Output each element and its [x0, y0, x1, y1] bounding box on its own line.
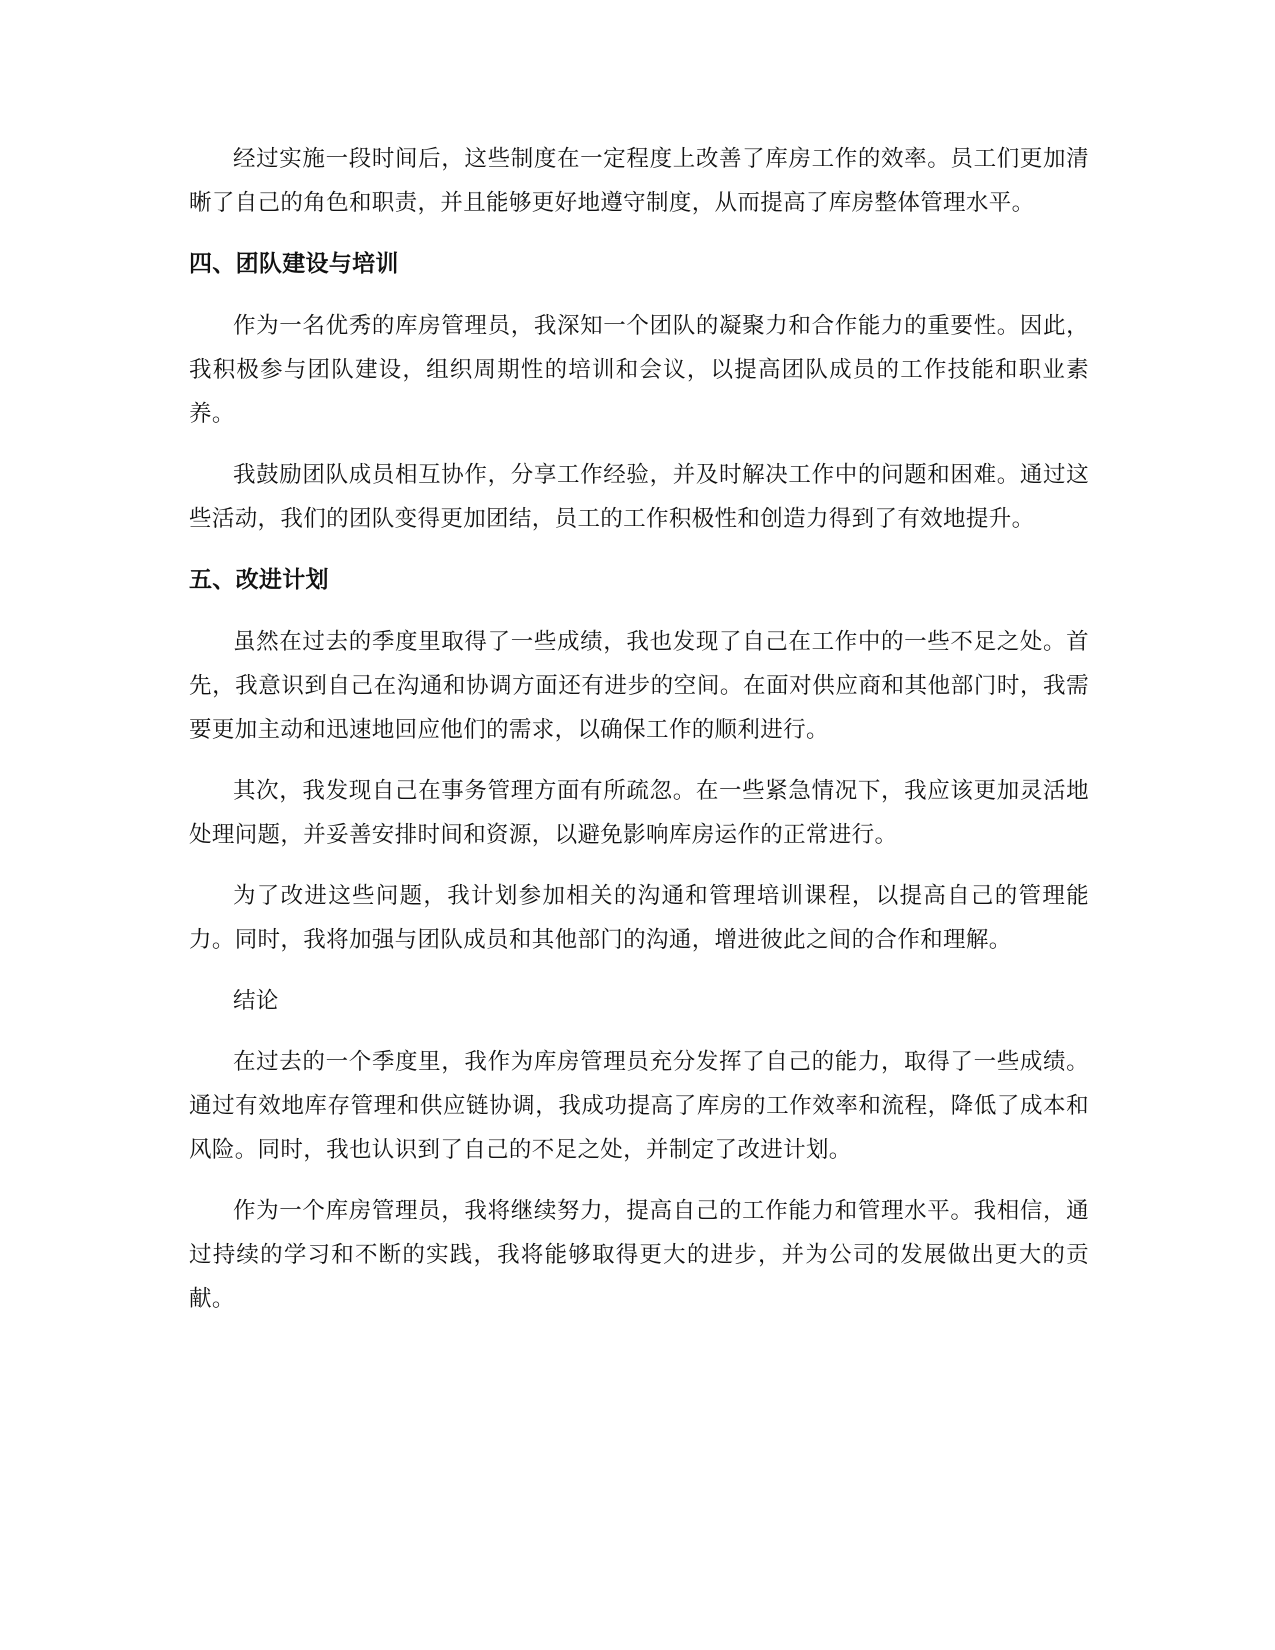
paragraph-improvement-2: 其次，我发现自己在事务管理方面有所疏忽。在一些紧急情况下，我应该更加灵活地处理问题，并妥善安排时间和资源，以避免影响库房运作的正常进行。 [189, 778, 1089, 848]
conclusion-label: 结论 [233, 988, 279, 1014]
document-content [189, 137, 1089, 1338]
paragraph-improvement-3: 为了改进这些问题，我计划参加相关的沟通和管理培训课程，以提高自己的管理能力。同时，我将加强与团队成员和其他部门的沟通，增进彼此之间的合作和理解。 [189, 883, 1089, 953]
paragraph-conclusion-2: 作为一个库房管理员，我将继续努力，提高自己的工作能力和管理水平。我相信，通过持续的学习和不断的实践，我将能够取得更大的进步，并为公司的发展做出更大的贡献。 [189, 1198, 1089, 1312]
section-heading-improvement-plan: 五、改进计划 [189, 567, 329, 593]
section-heading-team-building: 四、团队建设与培训 [189, 251, 399, 277]
paragraph-improvement-1: 虽然在过去的季度里取得了一些成绩，我也发现了自己在工作中的一些不足之处。首先，我意识到自己在沟通和协调方面还有进步的空间。在面对供应商和其他部门时，我需要更加主动和迅速地回应他们的需求，以确保工作的顺利进行。 [189, 629, 1089, 743]
paragraph-team-building-1: 作为一名优秀的库房管理员，我深知一个团队的凝聚力和合作能力的重要性。因此，我积极参与团队建设，组织周期性的培训和会议，以提高团队成员的工作技能和职业素养。 [189, 313, 1089, 427]
paragraph-conclusion-1: 在过去的一个季度里，我作为库房管理员充分发挥了自己的能力，取得了一些成绩。通过有效地库存管理和供应链协调，我成功提高了库房的工作效率和流程，降低了成本和风险。同时，我也认识到了自己的不足之处，并制定了改进计划。 [189, 1049, 1089, 1163]
paragraph-system-effect: 经过实施一段时间后，这些制度在一定程度上改善了库房工作的效率。员工们更加清晰了自己的角色和职责，并且能够更好地遵守制度，从而提高了库房整体管理水平。 [189, 146, 1089, 216]
paragraph-team-building-2: 我鼓励团队成员相互协作，分享工作经验，并及时解决工作中的问题和困难。通过这些活动，我们的团队变得更加团结，员工的工作积极性和创造力得到了有效地提升。 [189, 462, 1089, 532]
